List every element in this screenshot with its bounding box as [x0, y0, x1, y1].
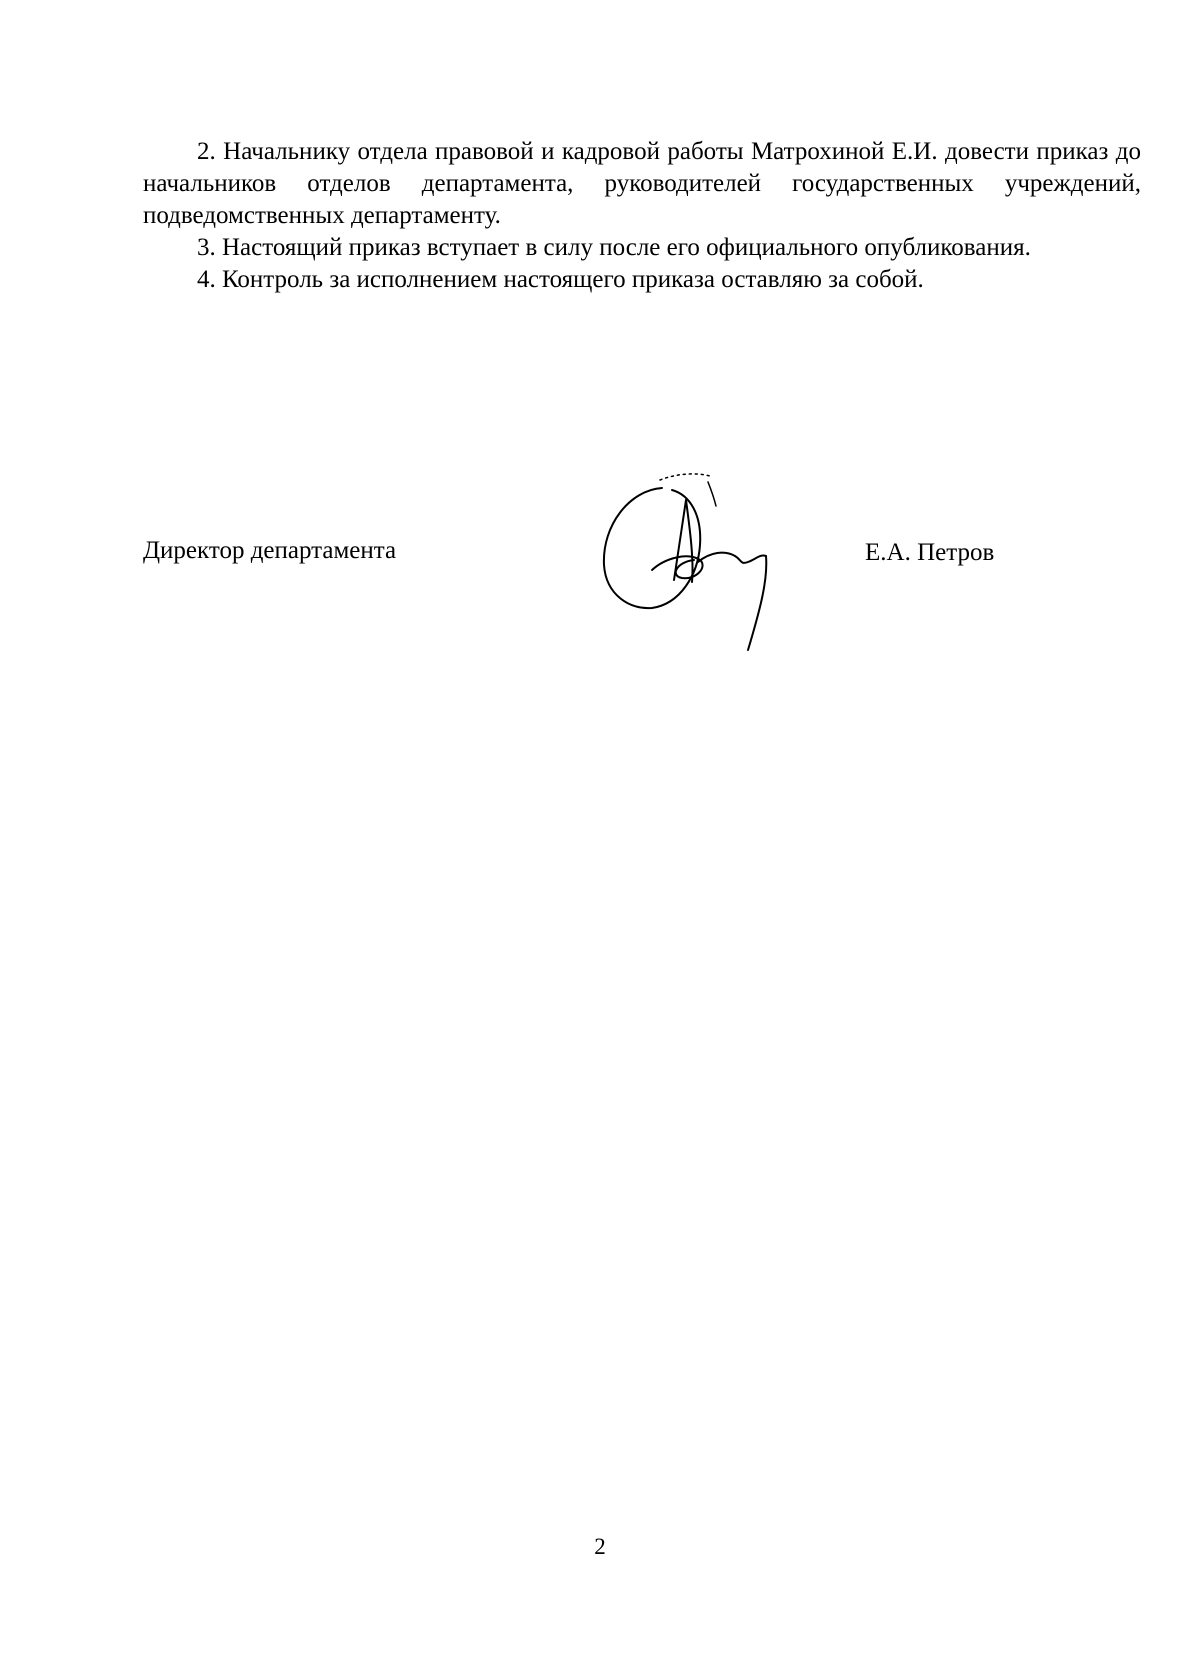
signer-name: Е.А. Петров: [865, 539, 995, 566]
paragraph-item-3: 3. Настоящий приказ вступает в силу после его официального опубликования.: [197, 234, 1031, 261]
paragraph-item-2: 2. Начальнику отдела правовой и кадровой работы Матрохиной Е.И. довести приказ до начальников отделов департамента, руководителей государственных учреждений, подведомственных департаменту.: [143, 138, 1141, 229]
paragraph-item-4: 4. Контроль за исполнением настоящего приказа оставляю за собой.: [197, 266, 924, 293]
page-number: 2: [594, 1534, 606, 1559]
signer-title: Директор департамента: [143, 537, 397, 564]
signature-block: [0, 0, 1200, 700]
handwritten-signature: [590, 470, 790, 660]
